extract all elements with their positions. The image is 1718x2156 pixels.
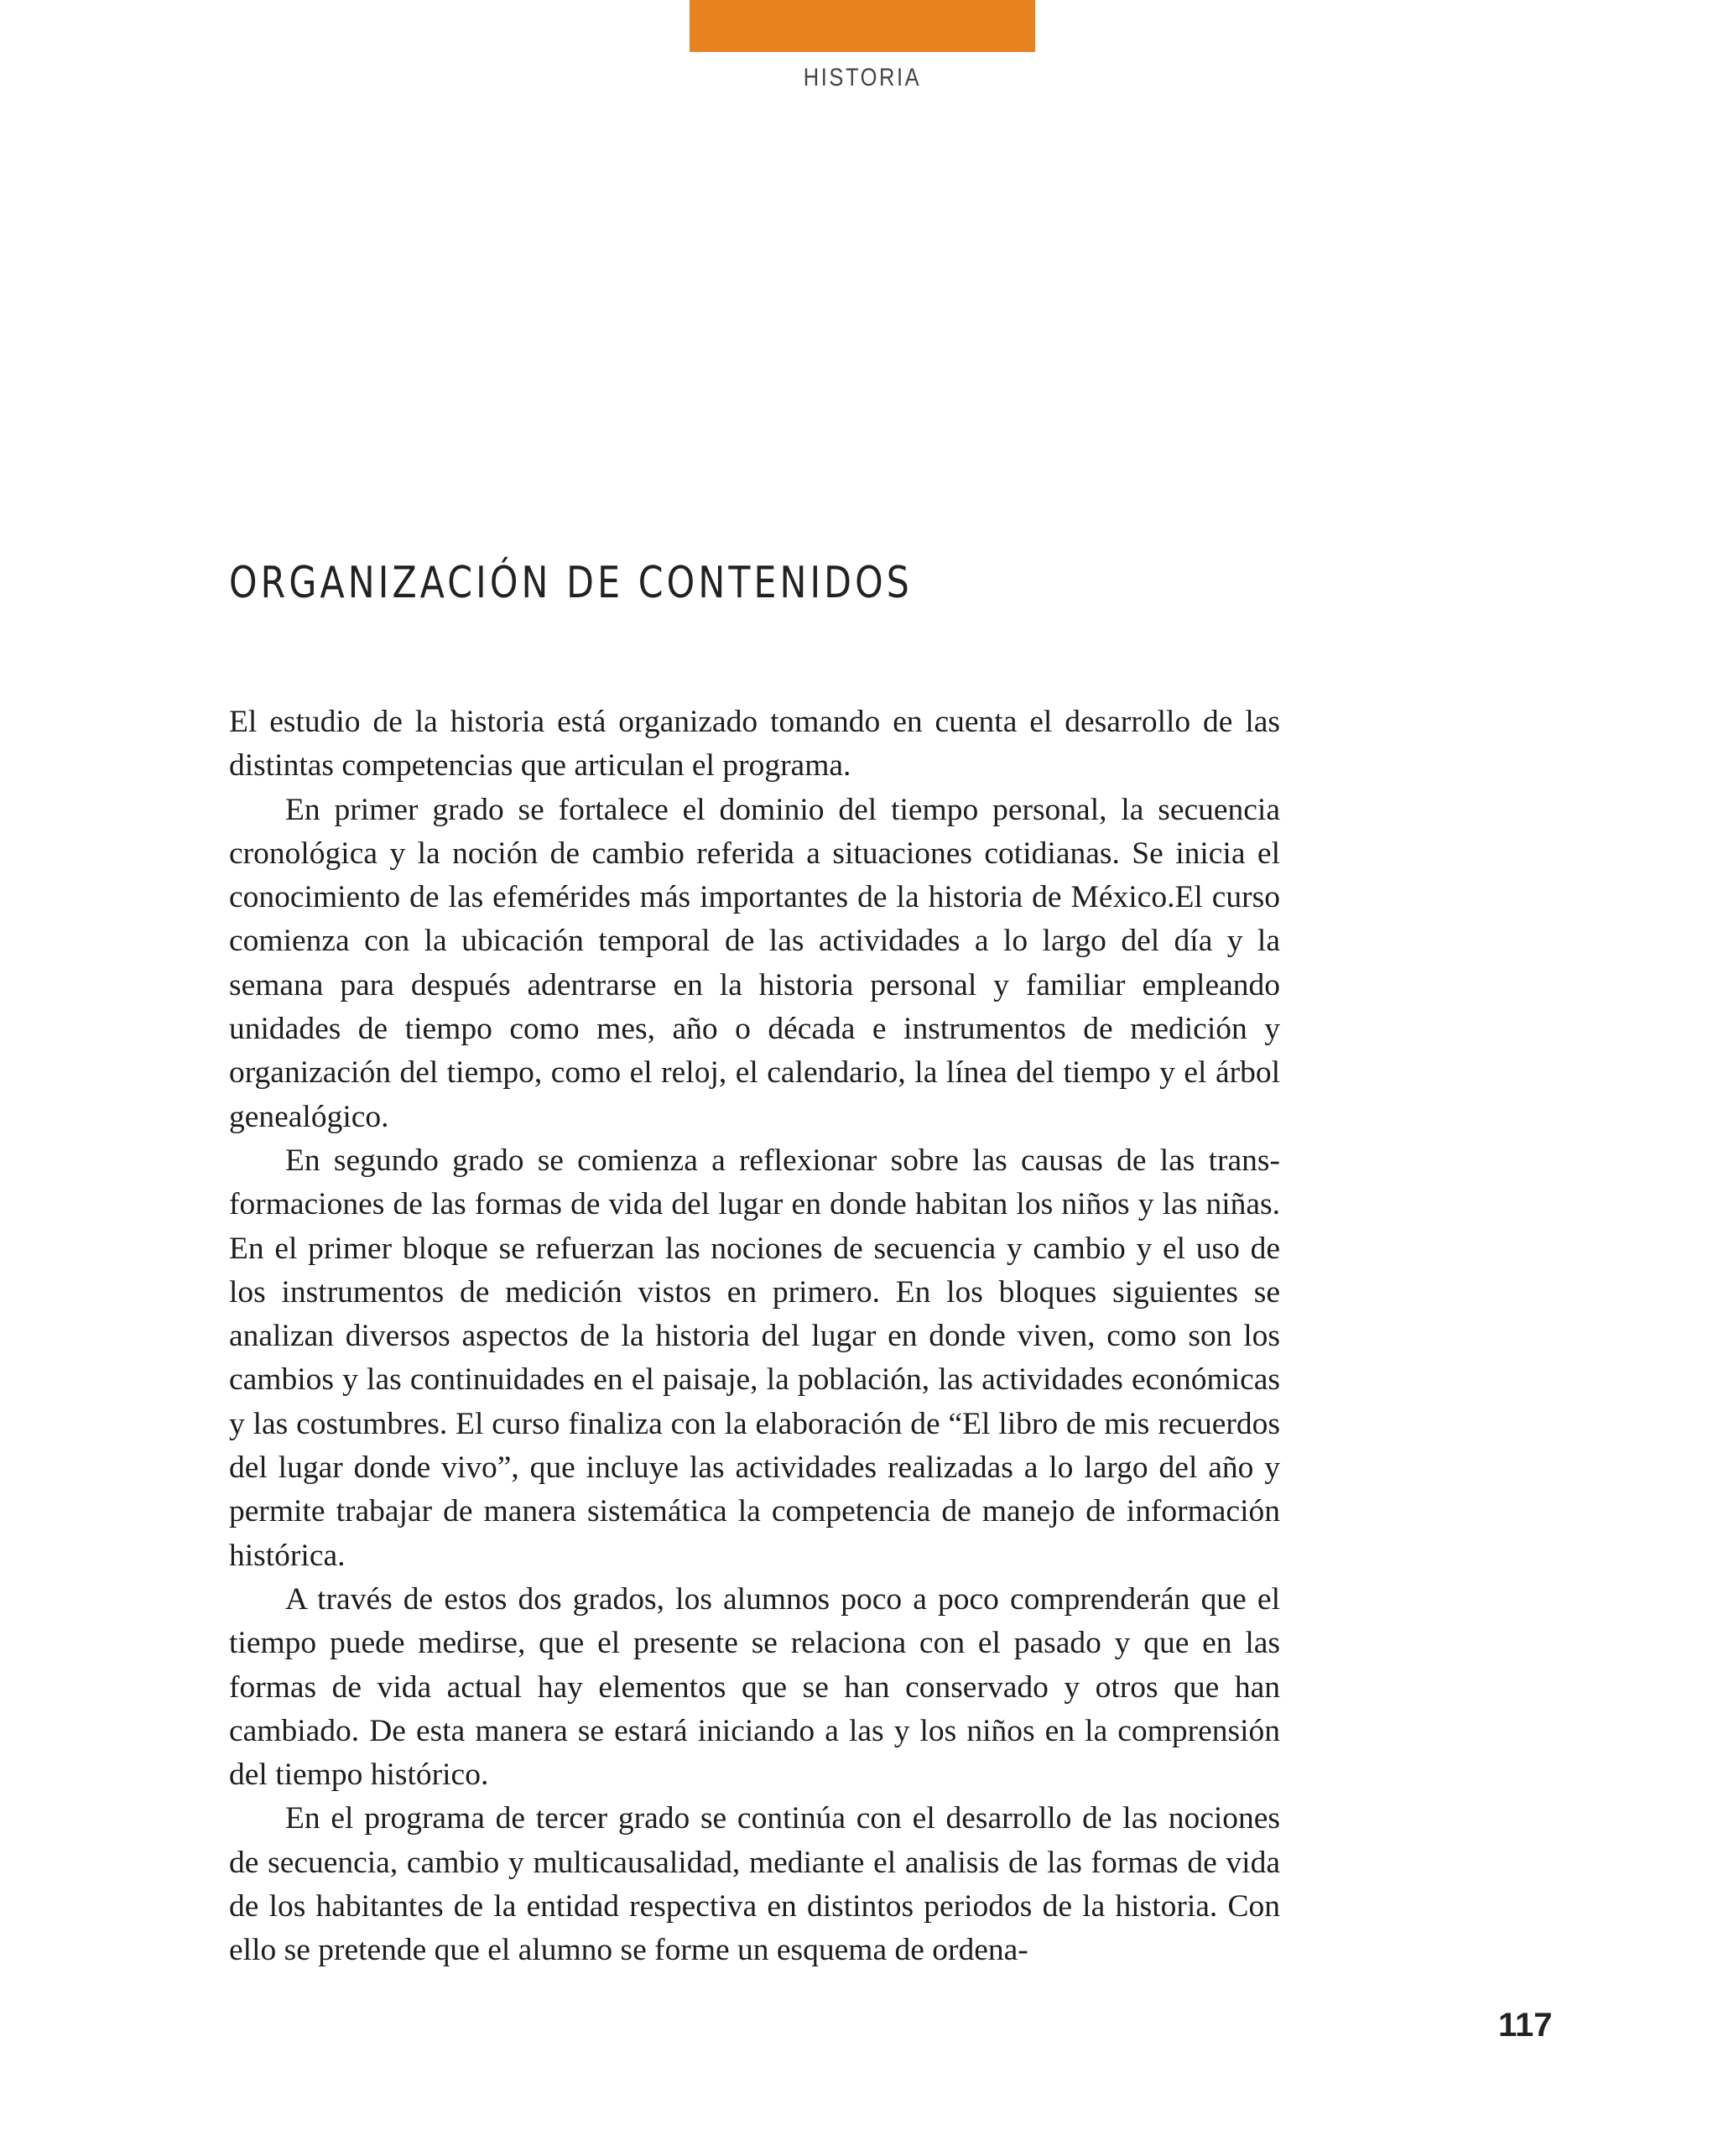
paragraph: En el programa de tercer grado se continúa con el desarrollo de las nociones de secuencia, cambio y multicausalidad, mediante el analisis de las formas de vida de los habitantes de la entidad respectiva en distintos periodos de la historia. Con ello se pretende que el alumno se forme un esquema de ordena-: [229, 1801, 1280, 1968]
header-color-tab: [690, 0, 1035, 52]
paragraph: A través de estos dos grados, los alumnos poco a poco comprenderán que el tiempo puede medirse, que el presente se relaciona con el pasado y que en las formas de vida actual hay elementos que se han conservado y otros que han cambiado. De esta manera se estará iniciando a las y los niños en la comprensión del tiempo histórico.: [229, 1581, 1280, 1793]
paragraph: En primer grado se fortalece el dominio del tiempo personal, la secuencia cronológica y la noción de cambio referida a situaciones cotidianas. Se inicia el conocimiento de las efemérides más importantes de la historia de México.El curso comienza con la ubicación temporal de las actividades a lo largo del día y la semana para después adentrarse en la historia personal y familiar empleando unidades de tiempo como mes, año o década e instrumentos de medición y organización del tiempo, como el reloj, el calendario, la línea del tiempo y el árbol genealógico.: [229, 792, 1280, 1134]
paragraph: En segundo grado se comienza a reflexionar sobre las causas de las transformaciones de las formas de vida del lugar en donde habitan los niños y las niñas. En el primer bloque se refuerzan las nociones de secuencia y cambio y el uso de los instrumentos de medición vistos en primero. En los bloques siguientes se analizan diversos aspectos de la historia del lugar en donde viven, como son los cambios y las continuidades en el paisaje, la población, las actividades económicas y las costumbres. El curso finaliza con la elaboración de “El libro de mis recuerdos del lugar donde vivo”, que incluye las actividades realizadas a lo largo del año y permite trabajar de manera sistemática la competencia de manejo de información histórica.: [229, 1143, 1280, 1573]
page-number: 117: [1498, 2007, 1553, 2044]
body-text: [229, 700, 1280, 1973]
section-title: ORGANIZACIÓN DE CONTENIDOS: [229, 558, 913, 608]
paragraph: El estudio de la historia está organizado tomando en cuenta el desarrollo de las distintas competencias que articulan el programa.: [229, 705, 1280, 784]
running-head: HISTORIA: [803, 64, 922, 91]
